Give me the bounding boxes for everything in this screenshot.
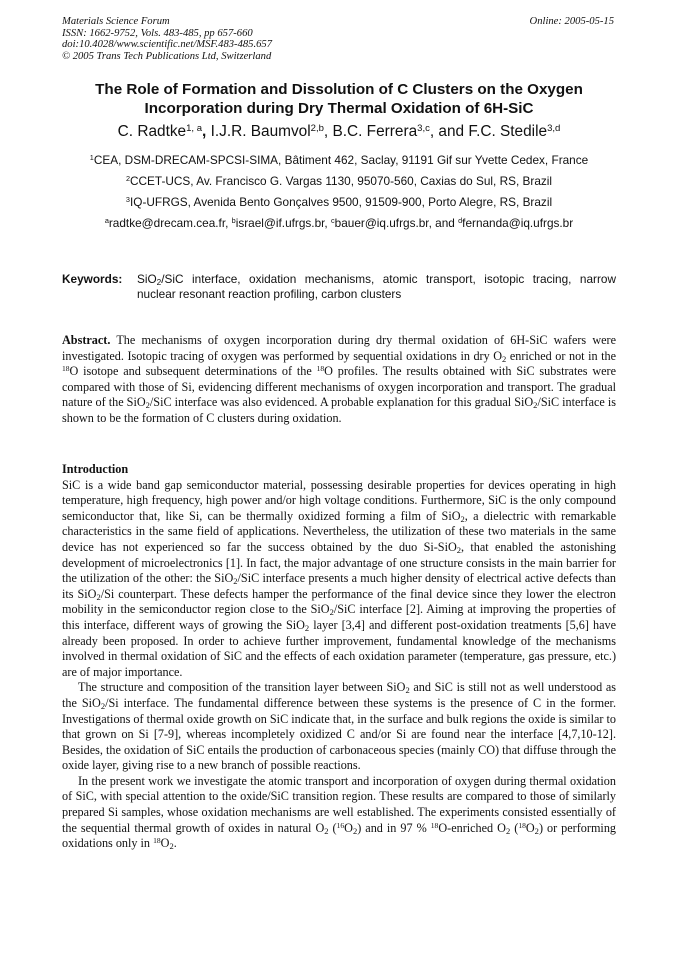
author-affiliation-mark: 3,d (547, 122, 561, 134)
email-list (62, 216, 616, 230)
email-mark: c (330, 215, 335, 225)
subscript: 2 (405, 685, 410, 696)
subscript: 2 (233, 576, 238, 587)
text-run: /Si interface. The fundamental difference between these systems is the presence of C in the former. Investigations of thermal oxide growth on SiC indicate that, in the surface and bulk regions the oxide is similar to that grown on Si [7-9], whereas incompletely oxidized C and/or Si are found near the interface [4,7,10-12]. Besides, the oxidation of SiC entails the production of carbonaceous species (mainly CO) that diffuse through the oxide layer, giving rise to a new branch of possible reactions. (62, 695, 616, 773)
author-list (62, 123, 616, 141)
affiliation-text: IQ-UFRGS, Avenida Bento Gonçalves 9500, 91509-900, Porto Alegre, RS, Brazil (129, 195, 553, 209)
author-name: F.C. Stedile (468, 123, 548, 140)
title-line-2: Incorporation during Dry Thermal Oxidation of 6H-SiC (144, 100, 534, 117)
superscript: 18 (316, 364, 325, 374)
subscript: 2 (145, 400, 150, 411)
text-run: /Si counterpart. These defects hamper the performance of the final device since they lower the electron mobility in the semiconductor region close to the SiO (62, 586, 616, 617)
text-run: O (160, 836, 170, 851)
paragraph (62, 774, 616, 852)
text-run: ( (510, 820, 519, 835)
paragraph (62, 680, 616, 774)
affiliation-text: CEA, DSM-DRECAM-SPCSI-SIMA, Bâtiment 462, Saclay, 91191 Gif sur Yvette Cedex, France (93, 153, 589, 167)
paper-title (62, 80, 616, 118)
text-run: The mechanisms of oxygen incorporation during dry thermal oxidation of 6H-SiC wafers were investigated. Isotopic tracing of oxygen was performed by sequential oxidations in dry O (62, 333, 616, 363)
subscript: 2 (169, 841, 174, 852)
affiliation-mark: 1 (89, 152, 94, 162)
keywords-label: Keywords: (62, 272, 123, 286)
superscript: 18 (153, 836, 161, 846)
subscript: 2 (456, 545, 462, 556)
email-address: radtke@drecam.cea.fr, (108, 216, 232, 230)
text-run: O (525, 820, 535, 835)
author-separator: , and (429, 123, 469, 140)
author-name: C. Radtke (117, 123, 187, 140)
journal-header (62, 16, 272, 62)
text-run: , that enabled the astonishing development of microelectronics [1]. In fact, the major advantage of one structure consists in the main barrier for the utilization of the other: the SiO (62, 539, 616, 586)
text-run: SiC is a wide band gap semiconductor material, possessing desirable properties for devices operating in high temperature, high frequency, high power and/or high voltage conditions. Furthermore, SiC is the only compound semiconductor that, like Si, can be thermally oxidized forming a film of SiO (62, 477, 616, 523)
subscript: 2 (324, 825, 329, 836)
subscript: 2 (502, 353, 507, 364)
title-line-1: The Role of Formation and Dissolution of C Clusters on the Oxygen (95, 81, 583, 98)
subscript: 2 (533, 400, 538, 411)
issn-line: ISSN: 1662-9752, Vols. 483-485, pp 657-660 (62, 27, 253, 39)
author-affiliation-mark: 2,b (310, 122, 324, 134)
text-run: O (344, 820, 353, 835)
affiliation-1 (62, 153, 616, 167)
text-run: /SiC interface, oxidation mechanisms, atomic transport, isotopic tracing, narrow nuclear resonant reaction profiling, carbon clusters (137, 272, 616, 301)
abstract-label: Abstract. (62, 333, 111, 347)
text-run: ) or performing oxidations only in (62, 820, 617, 851)
text-run: /SiC interface is shown to be the formation of C clusters during oxidation. (62, 395, 616, 425)
online-date: Online: 2005-05-15 (529, 16, 614, 27)
text-run: /SiC interface presents a much higher density of electrical active defects than its SiO (62, 571, 617, 601)
author-separator: , (202, 123, 211, 140)
subscript: 2 (352, 825, 358, 836)
subscript: 2 (534, 825, 539, 836)
copyright-line: © 2005 Trans Tech Publications Ltd, Switzerland (62, 50, 272, 62)
affiliation-mark: 2 (125, 173, 130, 183)
text-run: O-enriched O (438, 820, 506, 835)
affiliation-text: CCET-UCS, Av. Francisco G. Vargas 1130, 95070-560, Caxias do Sul, RS, Brazil (130, 174, 553, 188)
subscript: 2 (460, 513, 465, 524)
superscript: 18 (518, 820, 526, 830)
paragraph (62, 478, 616, 681)
text-run: enriched or not in the (506, 348, 616, 363)
subscript: 2 (304, 623, 310, 634)
text-run: ) and in 97 % (357, 820, 431, 835)
text-run: . (173, 836, 177, 851)
subscript: 2 (156, 278, 162, 288)
subscript: 2 (96, 591, 101, 602)
author-affiliation-mark: 1, a (186, 122, 203, 134)
author-affiliation-mark: 3,c (417, 122, 430, 134)
subscript: 2 (505, 825, 511, 836)
affiliation-2 (62, 174, 616, 188)
author-name: B.C. Ferrera (332, 123, 418, 140)
text-run: In the present work we investigate the atomic transport and incorporation of oxygen during thermal oxidation of SiC, with special attention to the oxide/SiC transition region. These results are compared to those of similarly prepared Si samples, whose oxidation mechanisms are well established. The experiments consisted essentially of the sequential thermal growth of oxides in natural O (62, 773, 616, 835)
subscript: 2 (329, 607, 334, 618)
keywords-block (62, 272, 616, 302)
email-address: bauer@iq.ufrgs.br, and (334, 216, 459, 230)
abstract (62, 333, 616, 427)
superscript: 16 (336, 820, 345, 830)
email-address: israel@if.ufrgs.br, (235, 216, 331, 230)
superscript: 18 (430, 820, 439, 830)
author-separator: , (323, 123, 333, 140)
affiliation-mark: 3 (125, 194, 130, 204)
text-run: SiO (137, 272, 157, 286)
doi-line: doi:10.4028/www.scientific.net/MSF.483-485.657 (62, 39, 272, 51)
text-run: The structure and composition of the transition layer between SiO (78, 680, 406, 695)
affiliation-3 (62, 195, 616, 209)
text-run: , a dielectric with remarkable characteristics in the same field of applications. Nevertheless, the utilization of these two materials in the same device has not experienced so far the success obtained by the duo Si-SiO (62, 508, 616, 554)
keywords-text (137, 272, 616, 302)
text-run: O isotope and subsequent determinations of the (69, 364, 317, 379)
text-run: ( (328, 820, 337, 835)
superscript: 18 (62, 364, 70, 374)
text-run: O profiles. The results obtained with SiC substrates were compared with those of Si, evidencing different mechanisms of oxygen incorporation and transport. The gradual nature of the SiO (62, 364, 617, 410)
email-mark: a (104, 215, 109, 225)
email-mark: d (458, 215, 463, 225)
email-address: fernanda@iq.ufrgs.br (462, 216, 574, 230)
journal-name: Materials Science Forum (62, 16, 170, 27)
introduction-section (62, 462, 616, 852)
subscript: 2 (100, 701, 106, 712)
text-run: and SiC is still not as well understood as the SiO (62, 680, 617, 710)
email-mark: b (231, 215, 236, 225)
text-run: layer [3,4] and different post-oxidation treatments [5,6] have already been proposed. In order to achieve further improvement, fundamental knowledge of the mechanisms involved in thermal oxidation of SiC and the effects of each oxidation parameter (temperature, gas pressure, etc.) are of major importance. (62, 617, 616, 679)
text-run: /SiC interface [2]. Aiming at improving the properties of this interface, different ways of growing the SiO (62, 602, 616, 632)
section-heading: Introduction (62, 462, 129, 476)
author-name: I.J.R. Baumvol (210, 123, 311, 140)
text-run: /SiC interface was also evidenced. A probable explanation for this gradual SiO (149, 395, 534, 410)
